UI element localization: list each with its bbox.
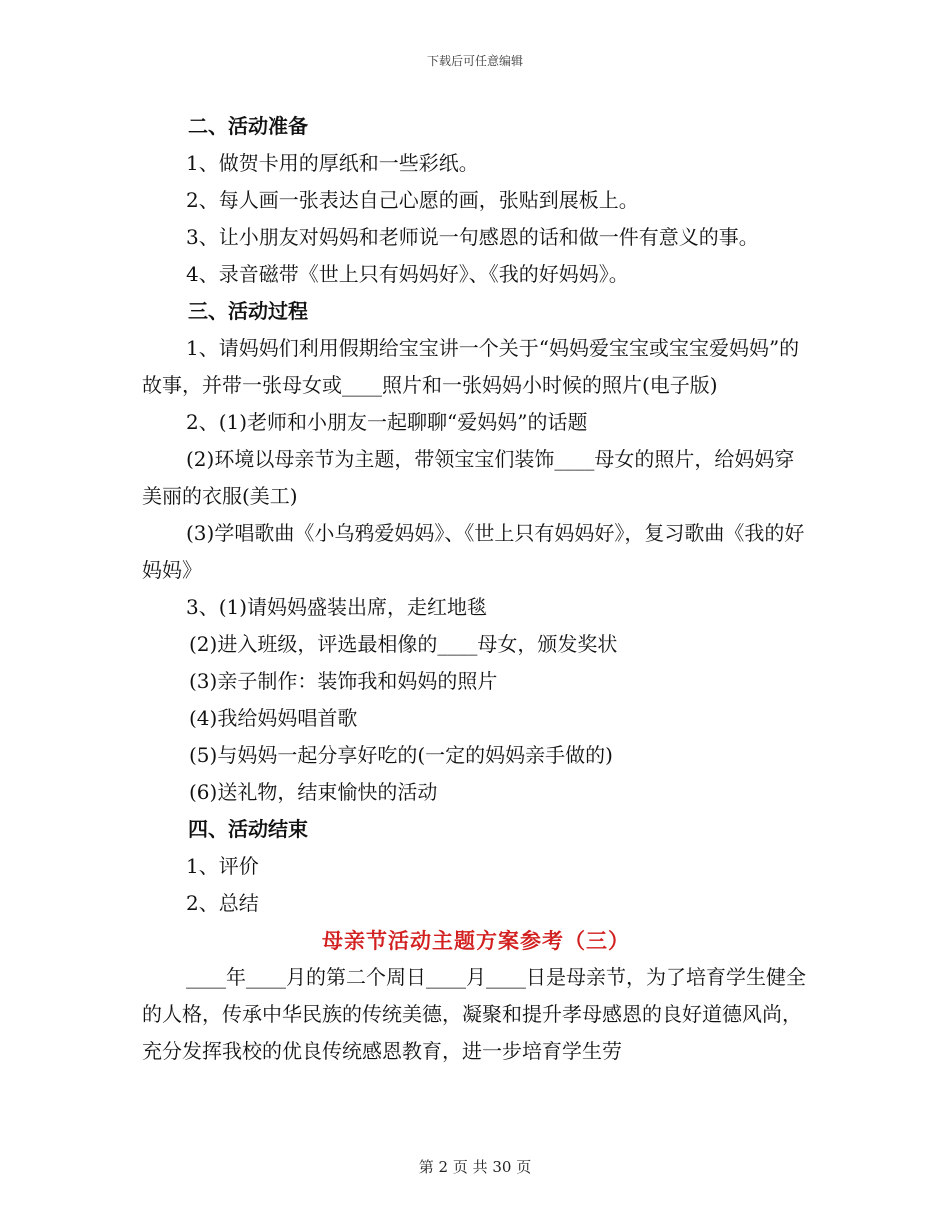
process-item-3-1: 3、(1)请妈妈盛装出席，走红地毯 bbox=[186, 595, 488, 619]
process-item-2-1: 2、(1)老师和小朋友一起聊聊“爱妈妈”的话题 bbox=[186, 410, 588, 434]
prep-item-2: 2、每人画一张表达自己心愿的画，张贴到展板上。 bbox=[186, 188, 639, 212]
process-item-3-5: (5)与妈妈一起分享好吃的(一定的妈妈亲手做的) bbox=[189, 743, 613, 767]
process-item-2-3: (3)学唱歌曲《小乌鸦爱妈妈》、《世上只有妈妈好》，复习歌曲《我的好妈妈》 bbox=[142, 521, 805, 582]
heading-activity-end: 四、活动结束 bbox=[188, 817, 308, 841]
process-item-3-3: (3)亲子制作：装饰我和妈妈的照片 bbox=[189, 669, 498, 693]
page-number: 第 2 页 共 30 页 bbox=[418, 1158, 532, 1176]
intro-paragraph: ____年____月的第二个周日____月____日是母亲节，为了培育学生健全的人格，传承中华民族的传统美德，凝聚和提升孝母感恩的良好道德风尚，充分发挥我校的优良传统感恩教育，进一步培育学生劳 bbox=[142, 965, 806, 1063]
heading-activity-process: 三、活动过程 bbox=[188, 299, 308, 323]
process-item-2-2: (2)环境以母亲节为主题，带领宝宝们装饰____母女的照片，给妈妈穿美丽的衣服(美工) bbox=[142, 447, 795, 508]
page-header-note: 下载后可任意编辑 bbox=[426, 54, 523, 68]
process-item-3-6: (6)送礼物，结束愉快的活动 bbox=[189, 780, 438, 804]
document-body bbox=[142, 108, 810, 1070]
heading-activity-preparation: 二、活动准备 bbox=[188, 114, 308, 138]
process-item-3-4: (4)我给妈妈唱首歌 bbox=[189, 706, 358, 730]
end-item-2: 2、总结 bbox=[186, 891, 259, 915]
process-item-1: 1、请妈妈们利用假期给宝宝讲一个关于“妈妈爱宝宝或宝宝爱妈妈”的故事，并带一张母女或____照片和一张妈妈小时候的照片(电子版) bbox=[142, 336, 800, 397]
prep-item-1: 1、做贺卡用的厚纸和一些彩纸。 bbox=[186, 151, 479, 175]
prep-item-4: 4、录音磁带《世上只有妈妈好》、《我的好妈妈》。 bbox=[186, 262, 629, 286]
section-title: 母亲节活动主题方案参考（三） bbox=[322, 928, 630, 953]
end-item-1: 1、评价 bbox=[186, 854, 259, 878]
prep-item-3: 3、让小朋友对妈妈和老师说一句感恩的话和做一件有意义的事。 bbox=[186, 225, 759, 249]
process-item-3-2: (2)进入班级，评选最相像的____母女，颁发奖状 bbox=[189, 632, 618, 656]
